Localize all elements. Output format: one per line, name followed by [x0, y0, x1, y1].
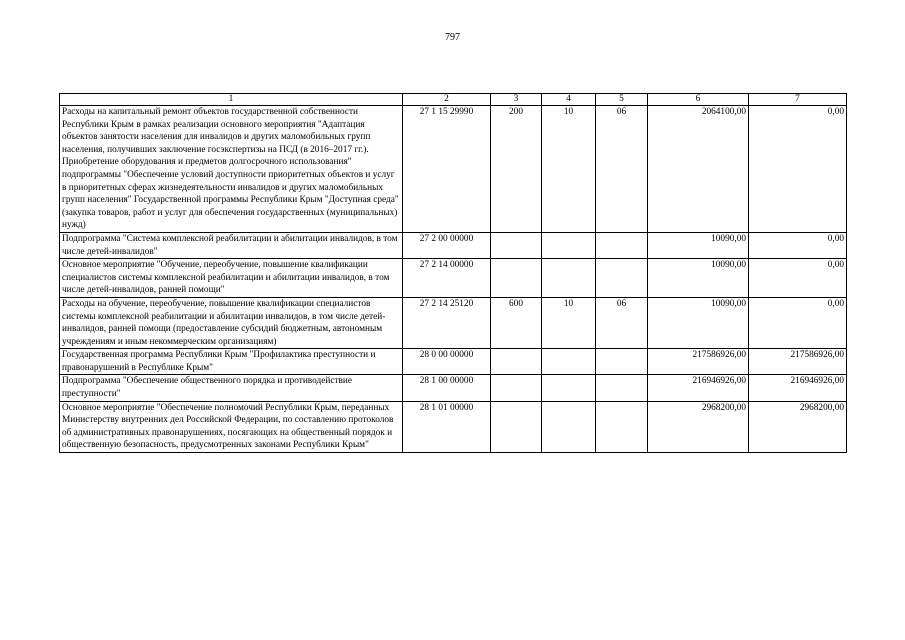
row-amount-7: 216946926,00 — [749, 375, 847, 401]
row-amount-6: 10090,00 — [648, 232, 749, 258]
row-col3 — [491, 259, 542, 298]
row-col5: 06 — [596, 297, 648, 348]
row-amount-7: 0,00 — [749, 297, 847, 348]
row-col4: 10 — [542, 297, 596, 348]
row-col5 — [596, 375, 648, 401]
row-description: Расходы на обучение, переобучение, повышение квалификации специалистов системы комплексной реабилитации и абилитации инвалидов, в том числе детей-инвалидов, ранней помощи (предоставление субсидий бюджетным, автономным учреждениям и иным некоммерческим организациям) — [60, 297, 403, 348]
row-amount-7: 0,00 — [749, 106, 847, 233]
table-row — [60, 106, 847, 233]
row-col4 — [542, 349, 596, 375]
row-description: Основное мероприятие "Обучение, переобучение, повышение квалификации специалистов системы комплексной реабилитации и абилитации инвалидов, в том числе детей-инвалидов, ранней помощи" — [60, 259, 403, 298]
row-description: Расходы на капитальный ремонт объектов государственной собственности Республики Крым в рамках реализации основного мероприятия "Адаптация объектов занятости населения для инвалидов и других маломобильных групп населения, получивших заключение госэкспертизы на ПСД (в 2016–2017 гг.). Приобретение оборудования и предметов долгосрочного использования" подпрограммы "Обеспечение условий доступности приоритетных объектов и услуг в приоритетных сферах жизнедеятельности инвалидов и других маломобильных групп населения" Государственной программы Республики Крым "Доступная среда" (закупка товаров, работ и услуг для обеспечения государственных (муниципальных) нужд) — [60, 106, 403, 233]
row-col5 — [596, 232, 648, 258]
row-col5 — [596, 401, 648, 452]
row-code: 27 2 00 00000 — [403, 232, 491, 258]
page-number: 797 — [445, 32, 460, 43]
row-description: Государственная программа Республики Крым "Профилактика преступности и правонарушений в Республике Крым" — [60, 349, 403, 375]
table-row — [60, 349, 847, 375]
row-col3 — [491, 375, 542, 401]
row-col3 — [491, 349, 542, 375]
row-col3 — [491, 401, 542, 452]
row-amount-6: 10090,00 — [648, 259, 749, 298]
row-amount-6: 2064100,00 — [648, 106, 749, 233]
row-col4 — [542, 232, 596, 258]
row-col4 — [542, 375, 596, 401]
row-code: 28 0 00 00000 — [403, 349, 491, 375]
column-header-2: 2 — [403, 94, 491, 106]
table-row — [60, 297, 847, 348]
row-amount-6: 2968200,00 — [648, 401, 749, 452]
row-col5: 06 — [596, 106, 648, 233]
row-amount-7: 217586926,00 — [749, 349, 847, 375]
column-header-1: 1 — [60, 94, 403, 106]
column-header-3: 3 — [491, 94, 542, 106]
row-col5 — [596, 349, 648, 375]
row-amount-6: 216946926,00 — [648, 375, 749, 401]
column-header-4: 4 — [542, 94, 596, 106]
column-header-7: 7 — [749, 94, 847, 106]
row-amount-7: 0,00 — [749, 232, 847, 258]
row-code: 28 1 01 00000 — [403, 401, 491, 452]
header-row — [60, 94, 847, 106]
row-col3 — [491, 232, 542, 258]
row-code: 27 1 15 29990 — [403, 106, 491, 233]
column-header-6: 6 — [648, 94, 749, 106]
row-amount-7: 0,00 — [749, 259, 847, 298]
column-header-5: 5 — [596, 94, 648, 106]
row-amount-6: 217586926,00 — [648, 349, 749, 375]
row-code: 28 1 00 00000 — [403, 375, 491, 401]
row-code: 27 2 14 00000 — [403, 259, 491, 298]
row-col4: 10 — [542, 106, 596, 233]
row-amount-7: 2968200,00 — [749, 401, 847, 452]
row-description: Основное мероприятие "Обеспечение полномочий Республики Крым, переданных Министерству внутренних дел Российской Федерации, по составлению протоколов об административных правонарушениях, посягающих на общественный порядок и общественную безопасность, предусмотренных законами Республики Крым" — [60, 401, 403, 452]
row-col3: 600 — [491, 297, 542, 348]
row-col5 — [596, 259, 648, 298]
row-description: Подпрограмма "Система комплексной реабилитации и абилитации инвалидов, в том числе детей-инвалидов" — [60, 232, 403, 258]
table-row — [60, 232, 847, 258]
table-row — [60, 375, 847, 401]
table-row — [60, 401, 847, 452]
row-description: Подпрограмма "Обеспечение общественного порядка и противодействие преступности" — [60, 375, 403, 401]
row-col4 — [542, 401, 596, 452]
table-row — [60, 259, 847, 298]
row-col3: 200 — [491, 106, 542, 233]
row-col4 — [542, 259, 596, 298]
row-amount-6: 10090,00 — [648, 297, 749, 348]
budget-table — [59, 93, 847, 453]
row-code: 27 2 14 25120 — [403, 297, 491, 348]
